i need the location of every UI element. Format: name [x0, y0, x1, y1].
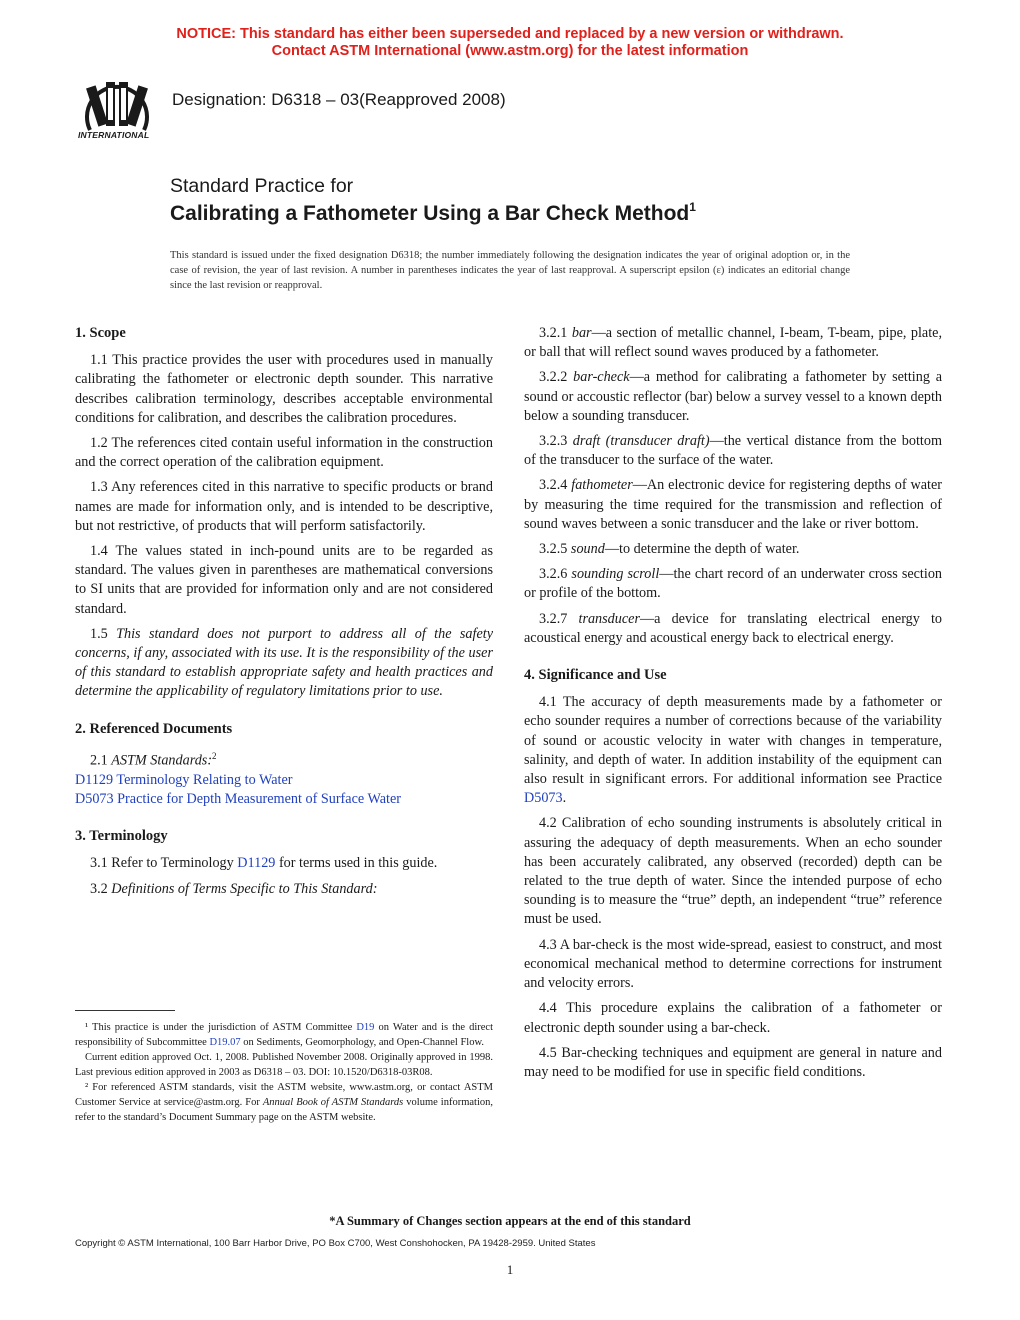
left-column: [75, 324, 493, 905]
notice-line-1: NOTICE: This standard has either been superseded and replaced by a new version or withdrawn.: [176, 26, 844, 42]
definition-transducer: 3.2.7 transducer—a device for translating electrical energy to acoustical energy and acoustical energy back to electrical energy.: [524, 610, 942, 646]
section-3-heading: 3. Terminology: [75, 828, 168, 845]
summary-of-changes-note: *A Summary of Changes section appears at the end of this standard: [329, 1214, 691, 1228]
reference-d1129-code[interactable]: D1129: [75, 771, 114, 788]
para-2-1: 2.1 ASTM Standards:$^2$: [90, 750, 217, 769]
definition-fathometer: 3.2.4 fathometer—An electronic device for registering depths of water by measuring the time required for the transmission and reflection of sound waves between a sonic transducer and the lake or river bottom.: [524, 477, 942, 532]
section-4-heading: 4. Significance and Use: [524, 667, 667, 684]
link-d1129[interactable]: D1129: [237, 855, 276, 872]
para-4-1: 4.1 The accuracy of depth measurements made by a fathometer or echo sounder requires a number of corrections because of the variability of sound or acoustic velocity in water with changes in temperature, salinity, and depth of water. In addition instability of the equipment can also result in significant errors. For additional information see Practice D5073.: [524, 694, 942, 807]
para-4-5: 4.5 Bar-checking techniques and equipment are general in nature and may need to be modified for use in specific field conditions.: [524, 1044, 942, 1080]
footnote-divider: [75, 1010, 175, 1011]
link-d19-07[interactable]: D19.07: [209, 1037, 241, 1048]
para-1-5: 1.5 This standard does not purport to address all of the safety concerns, if any, associated with its use. It is the responsibility of the user of this standard to establish appropriate safety and health practices and determine the applicability of regulatory limitations prior to use.: [75, 625, 493, 700]
reference-d5073[interactable]: [75, 790, 493, 809]
right-column: [524, 324, 942, 1088]
footnote-2: ² For referenced ASTM standards, visit the ASTM website, www.astm.org, or contact ASTM Customer Service at service@astm.org. For Annual Book of ASTM Standards volume information, refer to the standard’s Document Summary page on the ASTM website.: [75, 1082, 493, 1123]
link-d5073[interactable]: D5073: [524, 790, 563, 807]
footnote-1: ¹ This practice is under the jurisdiction of ASTM Committee D19 on Water and is the direct responsibility of Subcommittee D19.07 on Sediments, Geomorphology, and Open-Channel Flow.: [75, 1022, 493, 1048]
page-number: 1: [506, 1262, 514, 1277]
definition-draft: 3.2.3 draft (transducer draft)—the vertical distance from the bottom of the transducer to the surface of the water.: [524, 433, 942, 469]
title-footnote-marker[interactable]: 1: [689, 200, 696, 214]
reference-d1129[interactable]: [75, 771, 493, 790]
reference-d5073-code[interactable]: D5073: [75, 791, 114, 807]
section-2-heading: 2. Referenced Documents: [75, 720, 233, 737]
definition-sounding-scroll: 3.2.6 sounding scroll—the chart record of an underwater cross section or profile of the bottom.: [524, 566, 943, 602]
para-1-1: 1.1 This practice provides the user with procedures used in manually calibrating the fathometer or electronic depth sounder. This narrative describes calibration terminology, describes acceptable environmental conditions for calibration, and describes the calibration procedures.: [75, 352, 493, 426]
definition-bar-check: 3.2.2 bar-check—a method for calibrating a fathometer by setting a sound or accoustic reflector (bar) below a survey vessel to a known depth below a sounding transducer.: [524, 369, 942, 424]
para-3-1: 3.1 Refer to Terminology D1129 for terms used in this guide.: [90, 855, 438, 872]
link-d19[interactable]: D19: [356, 1022, 375, 1033]
para-4-3: 4.3 A bar-check is the most wide-spread, easiest to construct, and most economical mechanical method to determine corrections for instrument and velocity errors.: [524, 936, 942, 992]
section-1-heading: 1. Scope: [75, 325, 126, 341]
para-4-4: 4.4 This procedure explains the calibration of a fathometer or electronic depth sounder using a bar-check.: [524, 1000, 942, 1036]
logo-text: INTERNATIONAL: [78, 130, 150, 140]
withdrawal-notice: [0, 26, 1020, 60]
reference-d5073-title[interactable]: Practice for Depth Measurement of Surface Water: [117, 791, 401, 807]
definition-sound: 3.2.5 sound—to determine the depth of water.: [539, 541, 800, 558]
para-1-3: 1.3 Any references cited in this narrative to specific products or brand names are made for information only, and is intended to be descriptive, but not restrictive, of products that will perform satisfactorily.: [75, 479, 493, 534]
definition-bar: 3.2.1 bar—a section of metallic channel, I-beam, T-beam, pipe, plate, or ball that will reflect sound waves produced by a fathometer.: [524, 325, 942, 361]
copyright: Copyright © ASTM International, 100 Barr Harbor Drive, PO Box C700, West Conshohocken, PA 19428-2959. United States: [75, 1238, 596, 1249]
para-3-2: 3.2 Definitions of Terms Specific to This Standard:: [90, 880, 378, 897]
intro-paragraph: This standard is issued under the fixed designation D6318; the number immediately following the designation indicates the year of original adoption or, in the case of revision, the year of last revision. A number in parentheses indicates the year of last reapproval. A superscript epsilon (ε) indicates an editorial change since the last revision or reapproval.: [170, 250, 850, 291]
footnotes: [75, 1020, 493, 1125]
notice-line-2: Contact ASTM International (www.astm.org) for the latest information: [271, 43, 749, 59]
title-text: Calibrating a Fathometer Using a Bar Check Method: [170, 202, 690, 225]
para-1-2: 1.2 The references cited contain useful information in the construction and the correct operation of the calibration equipment.: [75, 435, 493, 471]
para-4-2: 4.2 Calibration of echo sounding instruments is absolutely critical in assuring the adequacy of depth measurements. When an echo sounder has been accurately calibrated, any observed (recorded) depth can be related to the true depth of water. Since the intended purpose of echo sounding is to measure the “true” depth, an independent “true” reference must be used.: [524, 815, 942, 928]
designation: Designation: D6318 – 03(Reapproved 2008): [172, 90, 506, 109]
title-line-1: Standard Practice for: [170, 175, 354, 197]
para-1-4: 1.4 The values stated in inch-pound units are to be regarded as standard. The values given in parentheses are mathematical conversions to SI units that are provided for information only and are not considered standard.: [75, 543, 493, 617]
title-line-2: [170, 200, 696, 226]
footnote-1-edition: Current edition approved Oct. 1, 2008. Published November 2008. Originally approved in 1998. Last previous edition approved in 2003 as D6318 – 03. DOI: 10.1520/D6318-03R08.: [75, 1052, 493, 1078]
reference-d1129-title[interactable]: Terminology Relating to Water: [116, 771, 293, 788]
